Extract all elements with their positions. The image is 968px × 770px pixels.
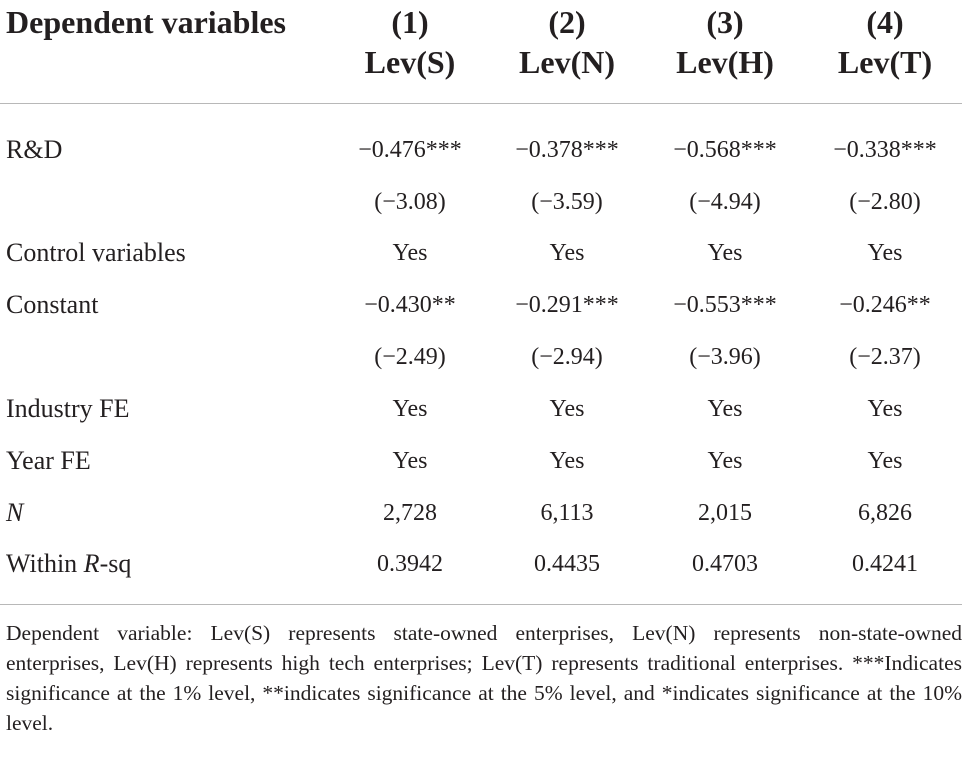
row-label-control-variables: Control variables [6, 238, 186, 267]
table-cell: (−2.80) [849, 189, 921, 215]
table-cell: 2,015 [698, 500, 752, 526]
table-cell: 0.3942 [377, 551, 443, 577]
row-label-within-prefix: Within [6, 549, 84, 578]
table-cell: Yes [867, 448, 903, 474]
column-4-name: Lev(T) [837, 44, 933, 80]
table-cell: 0.4241 [852, 551, 918, 577]
column-2-name: Lev(N) [519, 44, 615, 80]
table-cell: Yes [392, 240, 428, 266]
column-1-name: Lev(S) [364, 44, 456, 80]
table-cell: (−2.49) [374, 344, 446, 370]
table-cell: (−4.94) [689, 189, 761, 215]
row-label-within-r-sq [6, 548, 131, 580]
table-cell: Yes [392, 448, 428, 474]
table-cell: Yes [707, 240, 743, 266]
table-cell: −0.568*** [673, 137, 777, 163]
header-divider [0, 103, 962, 104]
table-cell: (−2.37) [849, 344, 921, 370]
column-4-number: (4) [866, 4, 904, 40]
column-3-number: (3) [706, 4, 744, 40]
table-cell: 6,113 [540, 500, 594, 526]
row-label-constant: Constant [6, 290, 99, 319]
table-cell: Yes [707, 448, 743, 474]
row-label-industry-fe: Industry FE [6, 394, 130, 423]
table-cell: −0.378*** [515, 137, 619, 163]
row-label-within-suffix: -sq [99, 549, 132, 578]
table-cell: −0.553*** [673, 292, 777, 318]
table-cell: 2,728 [383, 500, 437, 526]
table-cell: (−3.08) [374, 189, 446, 215]
table-cell: Yes [549, 240, 585, 266]
row-label-within-r: R [83, 549, 100, 578]
table-cell: 6,826 [858, 500, 912, 526]
table-cell: Yes [707, 396, 743, 422]
table-cell: −0.291*** [515, 292, 619, 318]
table-cell: Yes [549, 448, 585, 474]
table-cell: −0.430** [364, 292, 456, 318]
row-label-n-text: N [6, 498, 24, 527]
table-cell: (−2.94) [531, 344, 603, 370]
table-cell: Yes [392, 396, 428, 422]
table-cell: −0.476*** [358, 137, 462, 163]
column-1-number: (1) [391, 4, 429, 40]
table-cell: Yes [867, 240, 903, 266]
table-footnote: Dependent variable: Lev(S) represents state-owned enterprises, Lev(N) represents non-state-owned enterprises, Lev(H) represents high tech enterprises; Lev(T) represents traditional enterprises. ***Indicates significance at the 1% level, **indicates significance at the 5% level, and *indicates significance at the 10% level. [6, 621, 962, 735]
row-label-n [6, 497, 23, 529]
table-cell: −0.338*** [833, 137, 937, 163]
column-3-name: Lev(H) [676, 44, 774, 80]
table-cell: Yes [867, 396, 903, 422]
row-label-rd: R&D [6, 135, 63, 164]
table-cell: 0.4435 [534, 551, 600, 577]
column-2-number: (2) [548, 4, 586, 40]
table-bottom-divider [0, 604, 962, 605]
table-cell: (−3.96) [689, 344, 761, 370]
table-cell: 0.4703 [692, 551, 758, 577]
header-row-label: Dependent variables [6, 4, 286, 40]
table-cell: Yes [549, 396, 585, 422]
row-label-year-fe: Year FE [6, 446, 91, 475]
table-cell: −0.246** [839, 292, 931, 318]
table-cell: (−3.59) [531, 189, 603, 215]
